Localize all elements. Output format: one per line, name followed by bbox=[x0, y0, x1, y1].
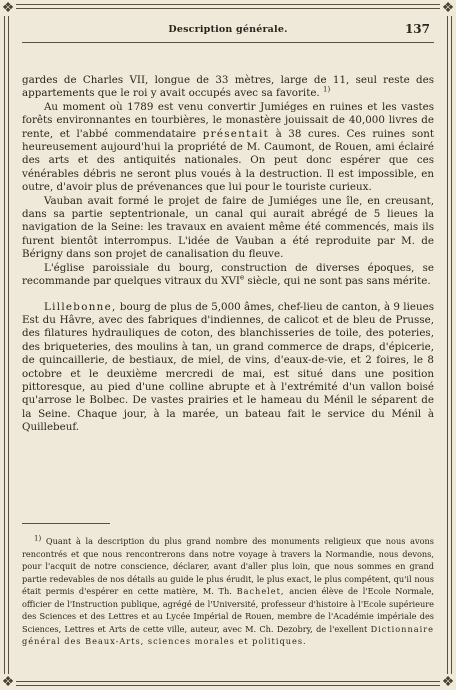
running-head: Description générale. bbox=[168, 24, 288, 35]
corner-ornament-icon: ❖ bbox=[441, 0, 455, 16]
paragraph: Vauban avait formé le projet de faire de Jumiéges une île, en creusant, dans sa partie septentrionale, un canal qui aurait abrégé de 5 lieues la navigation de la Seine: les travaux en avaient même été commencés, mais ils furent bientôt interrompus. L'idée de Vauban a été reproduite par M. de Bérigny dans son projet de canalisation du fleuve. bbox=[22, 194, 434, 261]
paragraph: L'église paroissiale du bourg, construction de diverses époques, se recommande par quelques vitraux du XVIe siècle, qui ne sont pas sans mérite. bbox=[22, 261, 434, 288]
paragraph: gardes de Charles VII, longue de 33 mètres, large de 11, seul reste des appartements que le roi y avait occupés avec sa favorite. $^{1)}$ bbox=[22, 74, 434, 100]
corner-ornament-icon: ❖ bbox=[441, 674, 455, 690]
paragraph: Lillebonne, bourg de plus de 5,000 âmes, chef-lieu de canton, à 9 lieues Est du Hâvre, avec des fabriques d'indiennes, de calicot et de bleu de Prusse, des filatures hydrauliques de coton, des blanchisseries de toile, des poteries, des briqueteries, des moulins à tan, un grand commerce de draps, d'épicerie, de quincaillerie, de bestiaux, de miel, de vins, d'eaux-de-vie, et 2 foires, le 8 octobre et le deuxième mercredi de mai, est situé dans une position pittoresque, au pied d'une colline abrupte et à l'extrémité d'un vallon boisé qu'arrose le Bolbec. De vastes prairies et le hameau du Ménil le séparent de la Seine. Chaque jour, à la marée, un bateau fait le service du Ménil à Quillebeuf. bbox=[22, 300, 434, 434]
footnote-reference: 1) bbox=[322, 85, 331, 94]
header-rule bbox=[22, 42, 434, 43]
footnote: $^{1)}$ Quant à la description du plus grand nombre des monuments religieux que nous avons rencontrés et que nous rencontrerons dans notre voyage à travers la Normandie, nous devons, pour l'acquit de notre conscience, déclarer, avant d'aller plus loin, que nous sommes en grand partie redevables de nos détails au guide le plus érudit, le plus exact, le plus compétent, qu'il nous était permis d'espérer en cette matière, M. Th. Bachelet, ancien élève de l'Ecole Normale, officier de l'Instruction publique, agrégé de l'Université, professeur d'histoire à l'Ecole supérieure des Sciences et des Lettres et au Lycée Impérial de Rouen, membre de l'Académie impériale des Sciences, Lettres et Arts de cette ville, auteur, avec M. Ch. Dezobry, de l'exellent Dictionnaire général des Beaux-Arts, sciences morales et politiques. bbox=[22, 534, 434, 646]
main-text bbox=[22, 74, 434, 435]
footnote-rule bbox=[22, 523, 110, 524]
paragraph: Au moment où 1789 est venu convertir Jumiéges en ruines et les vastes forêts environnantes en tourbières, le monastère jouissait de 40,000 livres de rente, et l'abbé commendataire présentait à 38 cures. Ces ruines sont heureusement aujourd'hui la propriété de M. Caumont, de Rouen, ami éclairé des arts et des antiquités nationales. On peut donc espérer que ces vénérables débris ne seront plus voués à la destruction. Il est impossible, en outre, d'avoir plus de prévenances que lui pour le touriste curieux. bbox=[22, 100, 434, 194]
place-name: Lillebonne, bbox=[44, 300, 117, 313]
footnote-marker: 1) bbox=[34, 534, 42, 543]
page-header bbox=[22, 22, 434, 40]
paragraph-gap bbox=[22, 289, 434, 301]
book-title: Dictionnaire général des Beaux-Arts, sciences morales et politiques. bbox=[22, 623, 434, 646]
corner-ornament-icon: ❖ bbox=[1, 0, 15, 16]
page-number: 137 bbox=[404, 22, 430, 36]
corner-ornament-icon: ❖ bbox=[1, 674, 15, 690]
